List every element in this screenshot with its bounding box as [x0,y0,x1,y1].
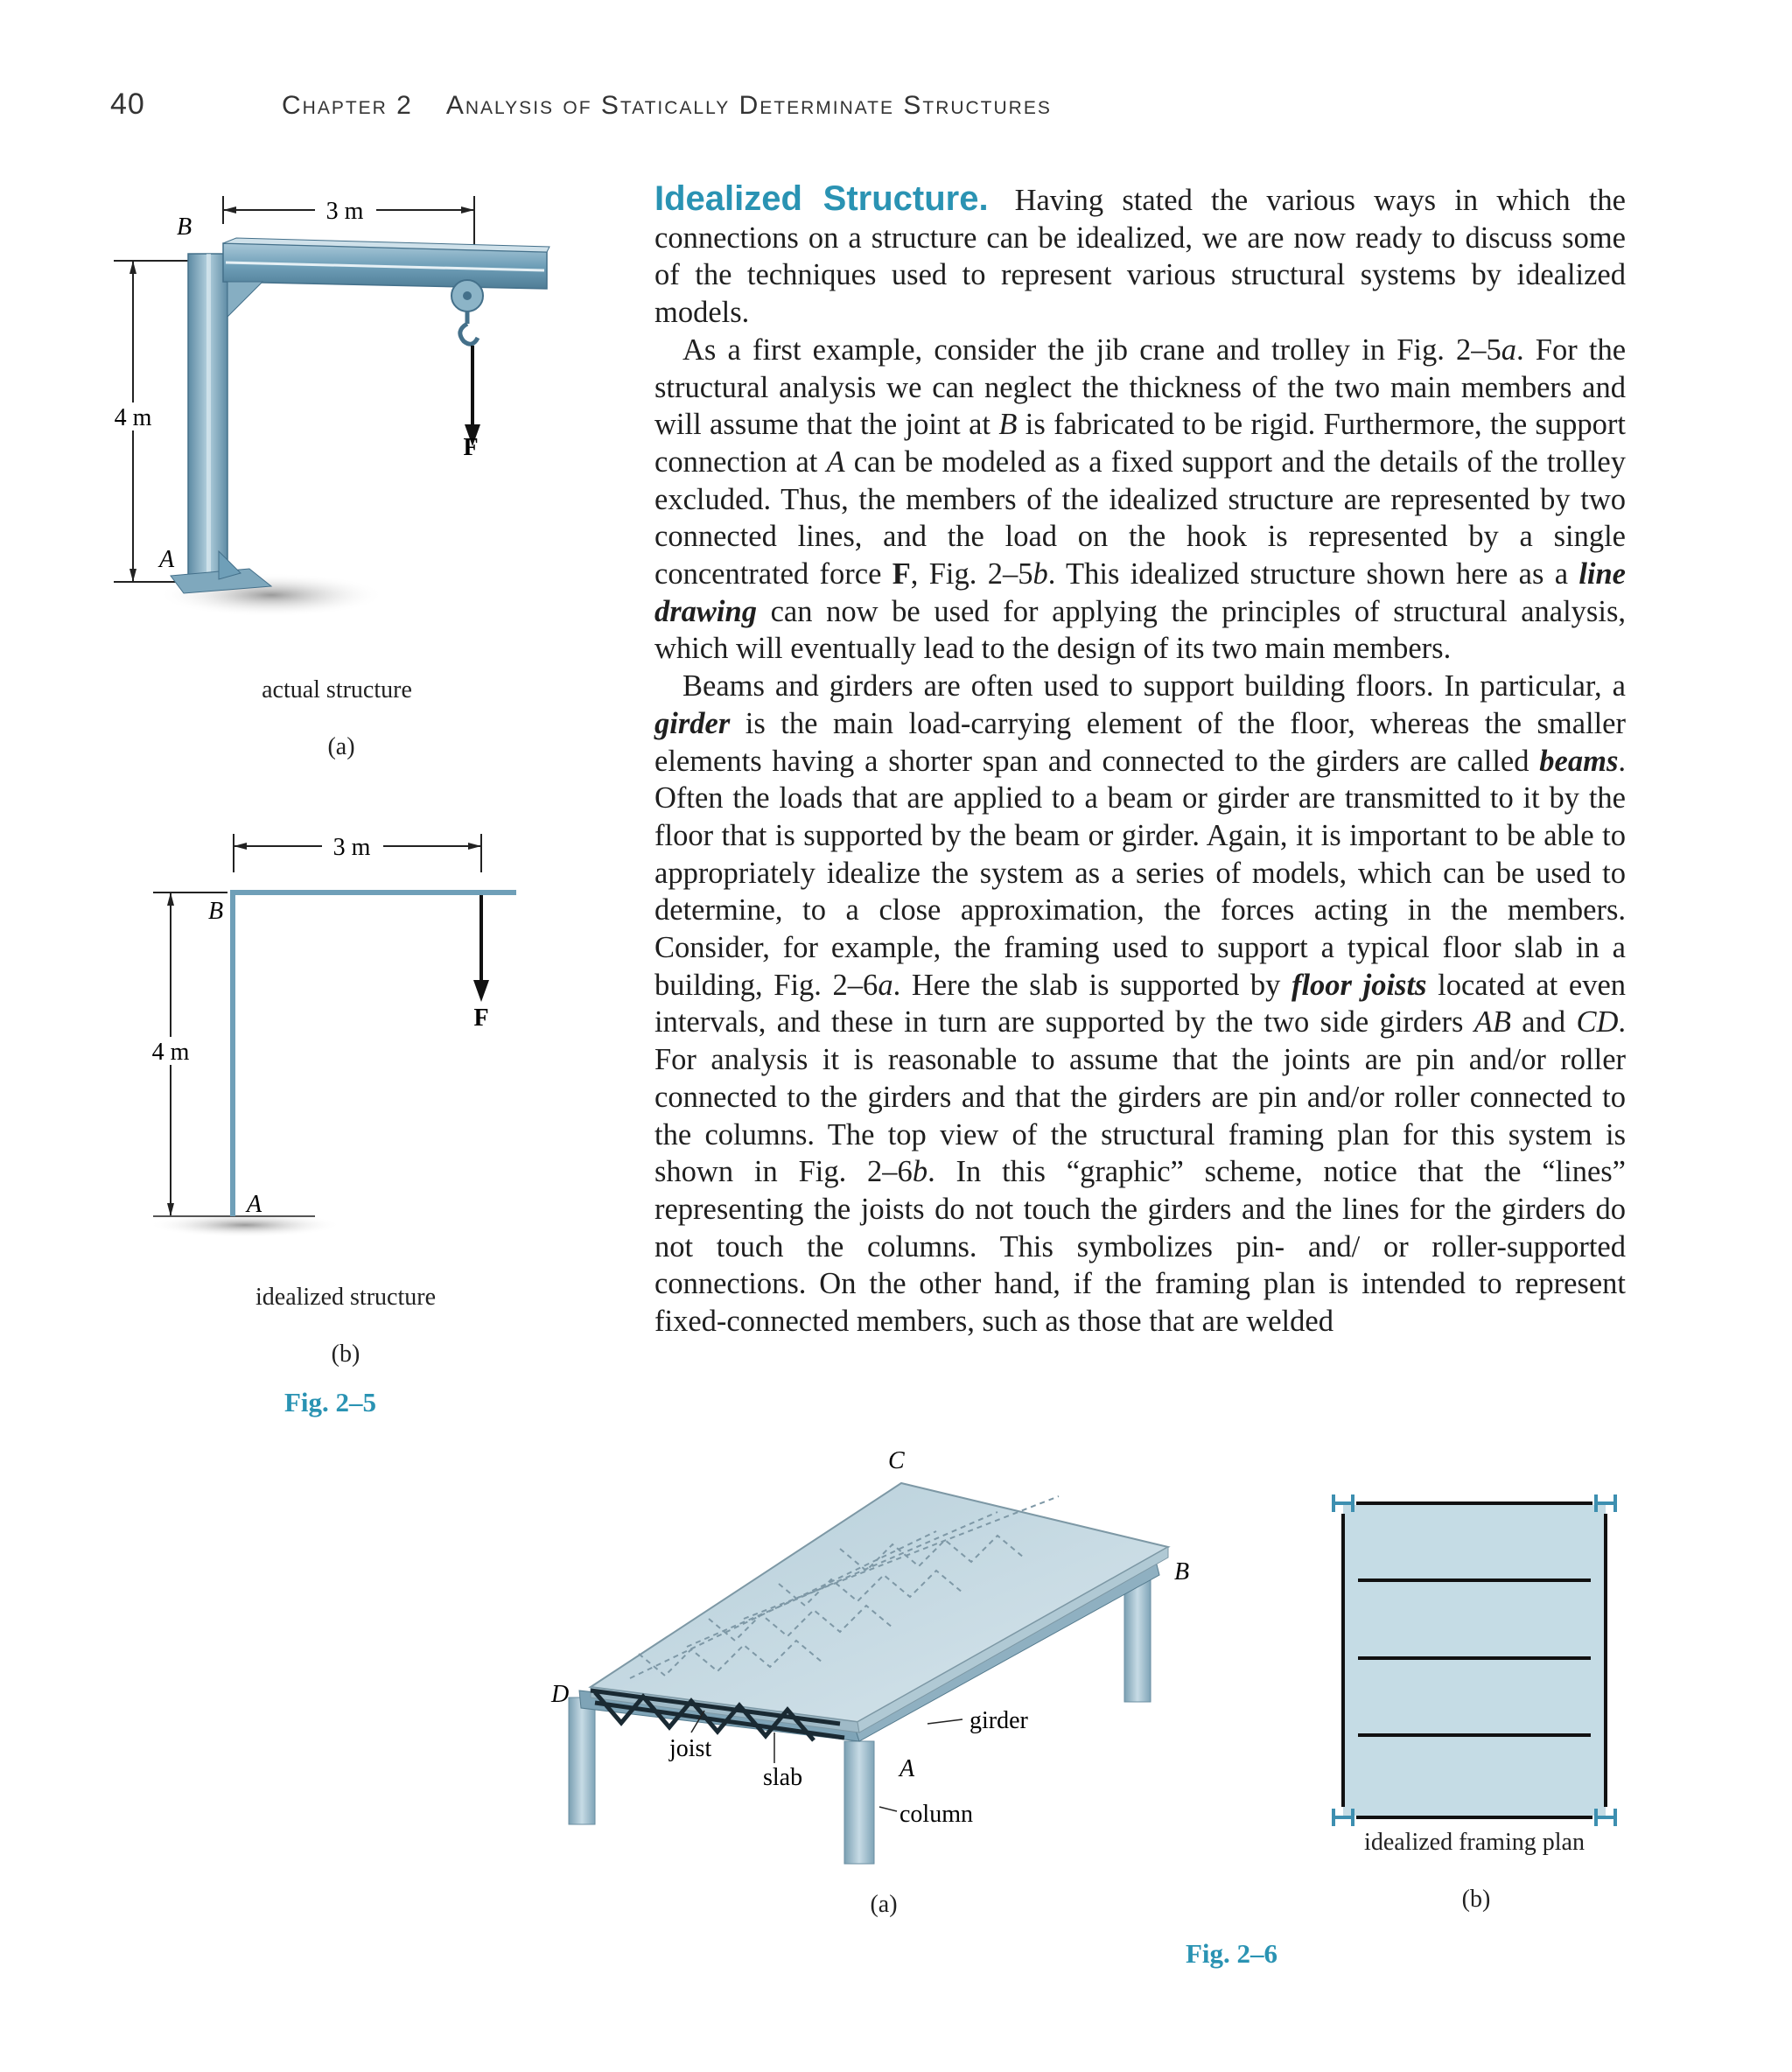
fig25b-sub: (b) [331,1340,360,1368]
paragraph-1: Idealized Structure. Having stated the various ways in which the connections on a structure can be idealized, we are now ready to discuss some of the techniques used to represent various structural systems by idealized models. [654,179,1626,330]
fig25b-caption: idealized structure [255,1284,436,1311]
fig25a-actual-structure [96,184,586,639]
force-label: F [463,434,479,461]
fig26a-floor-framing [542,1444,1225,1881]
fig25b-idealized-structure [140,818,525,1238]
fig26b-framing-plan [1321,1488,1619,1829]
dim-3m-label: 3 m [326,198,364,225]
force-label: F [473,1004,489,1032]
fig26b-caption: idealized framing plan [1364,1829,1585,1856]
section-heading: Idealized Structure. [654,179,989,218]
point-D-label: D [551,1681,570,1708]
dim-4m-label: 4 m [114,404,152,431]
body-text [654,180,1626,1340]
chapter-label: Chapter 2 [282,91,413,120]
point-C-label: C [888,1447,905,1474]
fig25a-caption: actual structure [262,676,412,704]
joist-label: joist [669,1735,712,1762]
fig25-label: Fig. 2–5 [284,1387,377,1418]
support-A-label: A [247,1191,262,1218]
point-A-label: A [900,1755,915,1782]
point-B-label: B [1174,1558,1190,1586]
chapter-title: Analysis of Statically Determinate Structures [445,91,1052,120]
page-number: 40 [110,88,145,121]
paragraph-2: As a first example, consider the jib crane and trolley in Fig. 2–5a. For the structural analysis we can neglect the thickness of the two main members and will assume that the joint at B is fabricated to be rigid. Furthermore, the support connection at A can be modeled as a fixed support and the details of the trolley excluded. Thus, the members of the idealized structure are represented by two connected lines, and the load on the hook is represented by a single concentrated force F, Fig. 2–5b. This idealized structure shown here as a line drawing can now be used for applying the principles of structural analysis, which will eventually lead to the design of its two main members. [654,332,1627,666]
support-A-label: A [159,546,175,573]
fig26b-sub: (b) [1461,1886,1491,1913]
dim-4m-label: 4 m [151,1039,190,1066]
slab-label: slab [763,1764,803,1791]
joint-B-label: B [177,214,192,241]
paragraph-3: Beams and girders are often used to support building floors. In particular, a girder is the main load-carrying element of the floor, whereas the smaller elements having a shorter span and connected to the girders are called beams. Often the loads that are applied to a beam or girder are transmitted to it by the floor that is supported by the beam or girder. Again, it is important to be able to appropriately idealize the system as a series of models, which can be used to determine, to a close approximation, the forces acting in the members. Consider, for example, the framing used to support a typical floor slab in a building, Fig. 2–6a. Here the slab is supported by floor joists located at even intervals, and these in turn are supported by the two side girders AB and CD. For analysis it is reasonable to assume that the joints are pin and/or roller connected to the girders and that the girders are pin and/or roller connected to the columns. The top view of the structural framing plan for this system is shown in Fig. 2–6b. In this “graphic” scheme, notice that the “lines” representing the joists do not touch the girders and the lines for the girders do not touch the columns. This symbolizes pin- and/ or roller-supported connections. On the other hand, if the framing plan is intended to represent fixed-connected members, such as those that are welded [654,669,1627,1339]
running-header [282,91,1085,121]
girder-label: girder [970,1707,1028,1734]
joint-B-label: B [208,898,224,925]
fig25a-sub: (a) [327,733,355,760]
column-label: column [900,1801,973,1828]
dim-3m-label: 3 m [332,834,371,861]
fig26a-sub: (a) [870,1891,898,1918]
fig26-label: Fig. 2–6 [1186,1938,1278,1969]
